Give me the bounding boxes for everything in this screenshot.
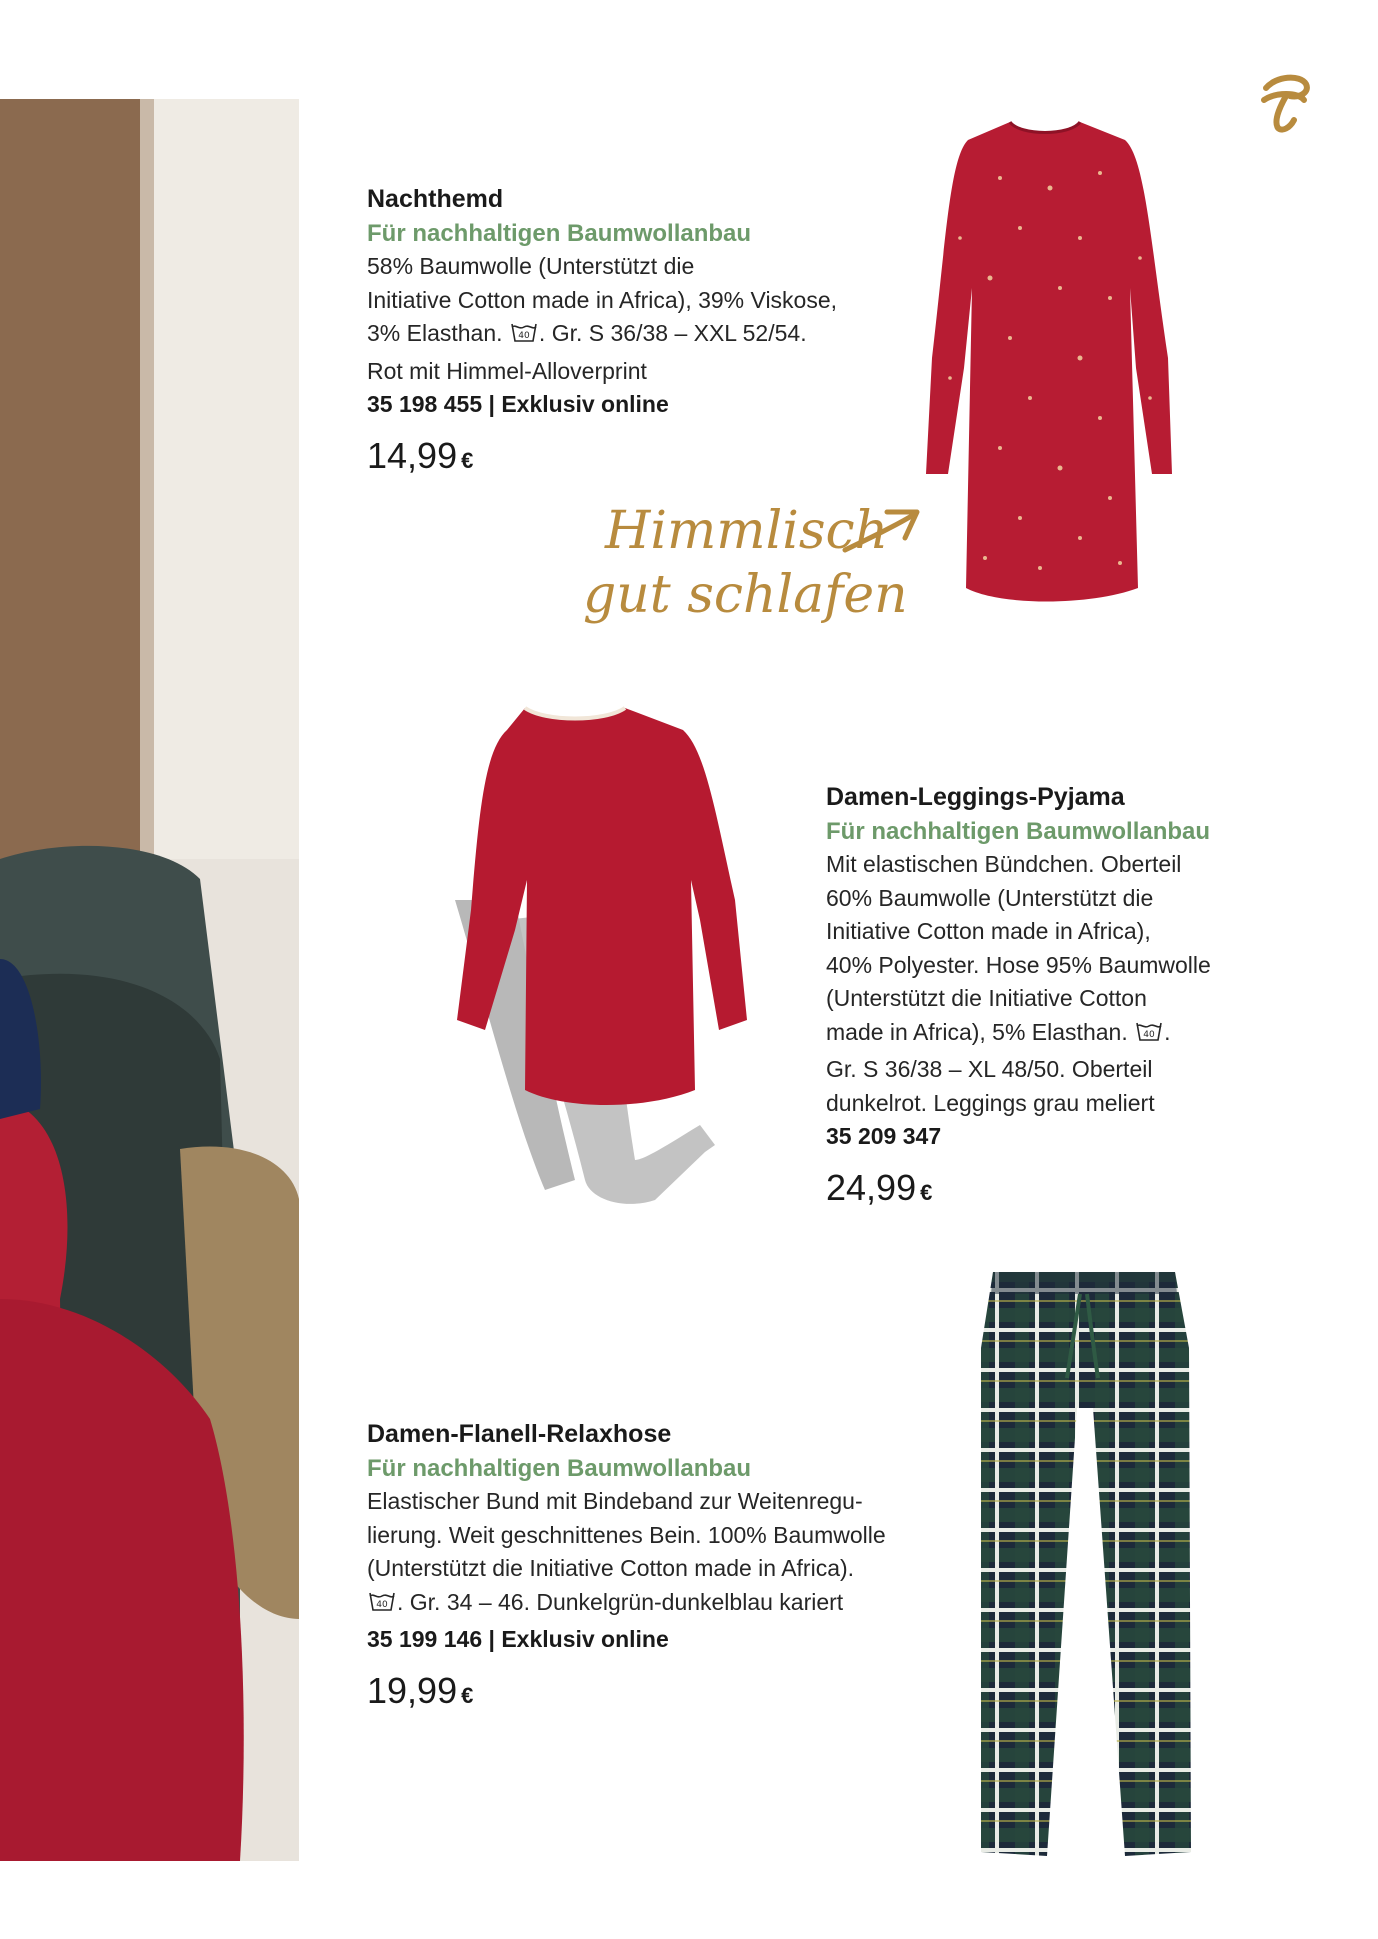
callout-line1: Himmlisch xyxy=(605,501,889,561)
svg-text:40: 40 xyxy=(376,1599,388,1610)
product-description: Mit elastischen Bündchen. Oberteil 60% Baumwolle (Unterstützt die Initiative Cotton made in Africa), 40% Polyester. Hose 95% Baumwolle (Unterstützt die Initiative Cotton made in Africa), 5% Elasthan. 40 . Gr. S 36/38 – XL 48/50. Oberteil dunkelrot. Leggings grau meliert xyxy=(826,851,1211,1116)
tchibo-logo xyxy=(1256,70,1314,134)
product-description: Elastischer Bund mit Bindeband zur Weitenregu- lierung. Weit geschnittenes Bein. 100% Baumwolle (Unterstützt die Initiative Cotton made in Africa). 40 . Gr. 34 – 46. Dunkelgrün-dunkelblau kariert xyxy=(367,1485,886,1623)
svg-text:40: 40 xyxy=(518,331,530,341)
product-ref: 35 199 146 | Exklusiv online xyxy=(367,1626,669,1652)
callout-line2: gut schlafen xyxy=(583,565,908,625)
lifestyle-photo xyxy=(0,99,299,1861)
washing-40-icon xyxy=(368,1590,396,1624)
product-tagline: Für nachhaltigen Baumwollanbau xyxy=(367,219,752,247)
product-title: Damen-Flanell-Relaxhose xyxy=(367,1420,672,1448)
washing-40-icon xyxy=(1135,1020,1163,1054)
product-ref: 35 198 455 | Exklusiv online xyxy=(367,391,669,417)
product-image-pyjama xyxy=(415,700,755,1235)
product-price: 24,99 € xyxy=(826,1166,933,1208)
product-tagline: Für nachhaltigen Baumwollanbau xyxy=(367,1454,752,1482)
product-price: 14,99 € xyxy=(367,434,474,476)
product-ref: 35 209 347 xyxy=(826,1123,942,1149)
product-title: Damen-Leggings-Pyjama xyxy=(826,783,1125,811)
svg-text:40: 40 xyxy=(1143,1029,1155,1040)
product-description: 58% Baumwolle (Unterstützt die Initiative Cotton made in Africa), 39% Viskose, 3% Elasthan. 40 . Gr. S 36/38 – XXL 52/54. Rot mit Himmel-Alloverprint xyxy=(367,253,838,384)
product-leggings-pyjama xyxy=(826,781,1211,1215)
product-title: Nachthemd xyxy=(367,185,504,213)
product-price: 19,99 € xyxy=(367,1669,474,1711)
product-nachthemd xyxy=(367,183,837,483)
washing-40-icon xyxy=(510,321,538,355)
product-flanell-relaxhose xyxy=(367,1418,886,1718)
product-image-relaxhose xyxy=(975,1268,1195,1865)
callout-himmlisch xyxy=(575,500,935,650)
product-image-nachthemd xyxy=(910,118,1182,615)
product-tagline: Für nachhaltigen Baumwollanbau xyxy=(826,817,1211,845)
